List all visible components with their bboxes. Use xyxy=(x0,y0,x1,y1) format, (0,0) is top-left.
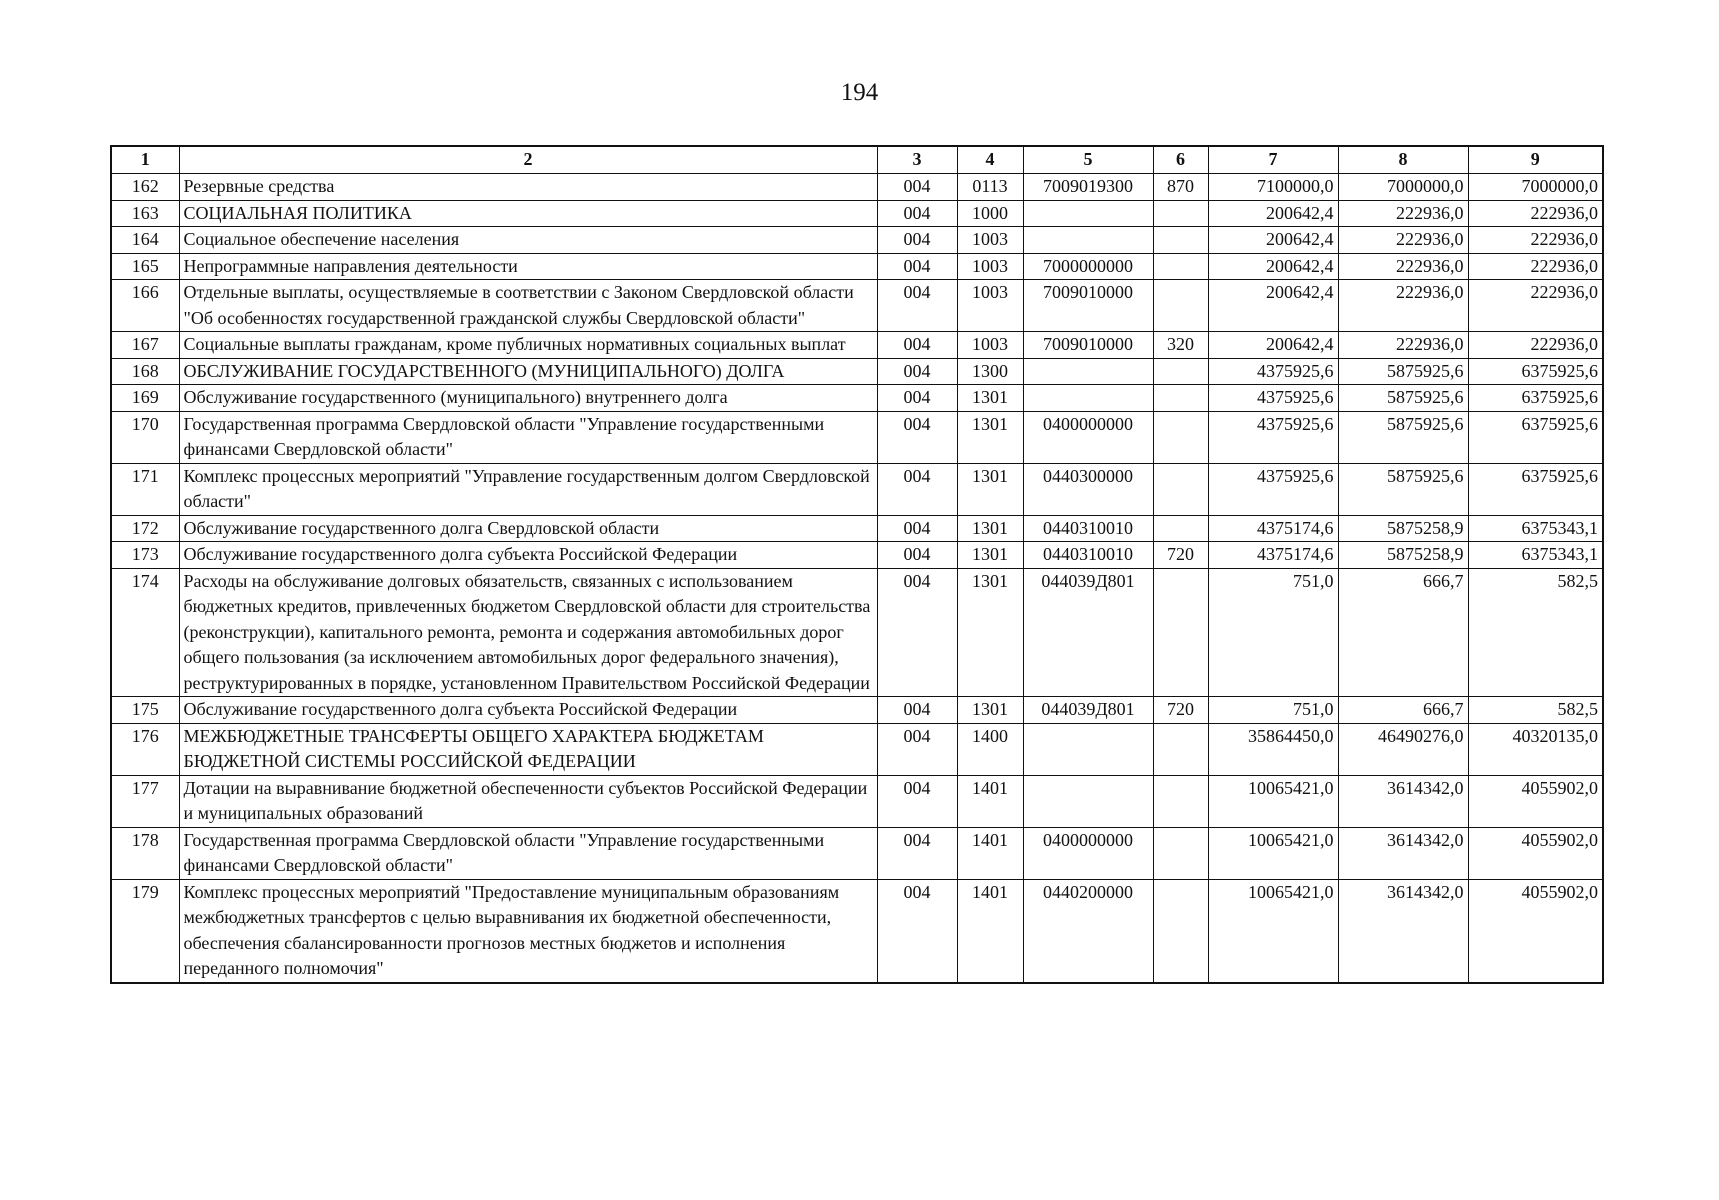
row-col6-cell xyxy=(1153,253,1208,280)
row-col3-cell: 004 xyxy=(877,253,957,280)
row-value9-cell: 40320135,0 xyxy=(1468,723,1603,775)
row-name-cell: Обслуживание государственного долга субъекта Российской Федерации xyxy=(179,542,877,569)
row-col3-cell: 004 xyxy=(877,385,957,412)
row-value7-cell: 10065421,0 xyxy=(1208,827,1338,879)
row-value9-cell: 4055902,0 xyxy=(1468,879,1603,983)
row-value7-cell: 751,0 xyxy=(1208,697,1338,724)
row-number-cell: 172 xyxy=(111,515,179,542)
row-name-cell: Социальные выплаты гражданам, кроме публичных нормативных социальных выплат xyxy=(179,332,877,359)
row-col5-cell: 7000000000 xyxy=(1023,253,1153,280)
row-value7-cell: 10065421,0 xyxy=(1208,879,1338,983)
header-cell-5: 5 xyxy=(1023,146,1153,174)
row-col4-cell: 1003 xyxy=(957,253,1023,280)
row-col6-cell xyxy=(1153,385,1208,412)
table-row xyxy=(111,775,1603,827)
row-col6-cell xyxy=(1153,200,1208,227)
row-col4-cell: 1003 xyxy=(957,280,1023,332)
header-cell-9: 9 xyxy=(1468,146,1603,174)
row-number-cell: 173 xyxy=(111,542,179,569)
table-header xyxy=(111,146,1603,174)
row-name-cell: Государственная программа Свердловской области "Управление государственными финансами Свердловской области" xyxy=(179,411,877,463)
row-col4-cell: 1000 xyxy=(957,200,1023,227)
row-col5-cell xyxy=(1023,385,1153,412)
header-row xyxy=(111,146,1603,174)
page-number: 194 xyxy=(840,79,879,106)
row-value8-cell: 3614342,0 xyxy=(1338,775,1468,827)
row-name-cell: Резервные средства xyxy=(179,174,877,201)
table-row xyxy=(111,542,1603,569)
row-col6-cell: 720 xyxy=(1153,542,1208,569)
row-col3-cell: 004 xyxy=(877,227,957,254)
row-value7-cell: 4375925,6 xyxy=(1208,463,1338,515)
row-col4-cell: 1400 xyxy=(957,723,1023,775)
row-col5-cell: 0440310010 xyxy=(1023,542,1153,569)
row-value9-cell: 4055902,0 xyxy=(1468,775,1603,827)
row-col3-cell: 004 xyxy=(877,723,957,775)
header-cell-7: 7 xyxy=(1208,146,1338,174)
row-col4-cell: 1401 xyxy=(957,879,1023,983)
table-row xyxy=(111,174,1603,201)
row-col3-cell: 004 xyxy=(877,174,957,201)
row-col5-cell: 0440310010 xyxy=(1023,515,1153,542)
row-col3-cell: 004 xyxy=(877,879,957,983)
row-col4-cell: 1301 xyxy=(957,411,1023,463)
row-number-cell: 177 xyxy=(111,775,179,827)
row-number-cell: 171 xyxy=(111,463,179,515)
row-col6-cell xyxy=(1153,879,1208,983)
row-col5-cell: 044039Д801 xyxy=(1023,697,1153,724)
row-value7-cell: 10065421,0 xyxy=(1208,775,1338,827)
header-cell-3: 3 xyxy=(877,146,957,174)
budget-table xyxy=(110,145,1604,984)
row-number-cell: 163 xyxy=(111,200,179,227)
row-value8-cell: 222936,0 xyxy=(1338,280,1468,332)
row-name-cell: Государственная программа Свердловской области "Управление государственными финансами Свердловской области" xyxy=(179,827,877,879)
row-value9-cell: 222936,0 xyxy=(1468,332,1603,359)
row-value8-cell: 5875925,6 xyxy=(1338,385,1468,412)
row-value8-cell: 666,7 xyxy=(1338,568,1468,697)
row-value9-cell: 222936,0 xyxy=(1468,227,1603,254)
row-col6-cell xyxy=(1153,723,1208,775)
table-body xyxy=(111,174,1603,983)
row-col5-cell xyxy=(1023,723,1153,775)
header-cell-8: 8 xyxy=(1338,146,1468,174)
table-row xyxy=(111,463,1603,515)
table-row xyxy=(111,227,1603,254)
row-name-cell: Социальное обеспечение населения xyxy=(179,227,877,254)
row-name-cell: Расходы на обслуживание долговых обязательств, связанных с использованием бюджетных кредитов, привлеченных бюджетом Свердловской области для строительства (реконструкции), капитального ремонта, ремонта и содержания автомобильных дорог общего пользования (за исключением автомобильных дорог федерального значения), реструктурированных в порядке, установленном Правительством Российской Федерации xyxy=(179,568,877,697)
row-value9-cell: 6375343,1 xyxy=(1468,542,1603,569)
row-col5-cell: 0400000000 xyxy=(1023,827,1153,879)
row-value7-cell: 4375925,6 xyxy=(1208,411,1338,463)
row-number-cell: 166 xyxy=(111,280,179,332)
table-row xyxy=(111,253,1603,280)
row-col6-cell xyxy=(1153,515,1208,542)
row-value8-cell: 3614342,0 xyxy=(1338,827,1468,879)
table-row xyxy=(111,385,1603,412)
row-number-cell: 178 xyxy=(111,827,179,879)
row-col3-cell: 004 xyxy=(877,200,957,227)
row-name-cell: Отдельные выплаты, осуществляемые в соответствии с Законом Свердловской области "Об особенностях государственной гражданской службы Свердловской области" xyxy=(179,280,877,332)
row-number-cell: 179 xyxy=(111,879,179,983)
row-col6-cell: 870 xyxy=(1153,174,1208,201)
row-col5-cell: 0400000000 xyxy=(1023,411,1153,463)
row-col5-cell xyxy=(1023,358,1153,385)
row-name-cell: Обслуживание государственного (муниципального) внутреннего долга xyxy=(179,385,877,412)
table-row xyxy=(111,697,1603,724)
row-value8-cell: 5875925,6 xyxy=(1338,411,1468,463)
row-value8-cell: 5875258,9 xyxy=(1338,542,1468,569)
row-value8-cell: 666,7 xyxy=(1338,697,1468,724)
row-name-cell: Дотации на выравнивание бюджетной обеспеченности субъектов Российской Федерации и муниципальных образований xyxy=(179,775,877,827)
table-row xyxy=(111,568,1603,697)
row-number-cell: 175 xyxy=(111,697,179,724)
row-col6-cell xyxy=(1153,568,1208,697)
row-name-cell: Обслуживание государственного долга Свердловской области xyxy=(179,515,877,542)
table-row xyxy=(111,358,1603,385)
table-row xyxy=(111,515,1603,542)
row-col4-cell: 1401 xyxy=(957,827,1023,879)
row-col3-cell: 004 xyxy=(877,827,957,879)
row-col4-cell: 1301 xyxy=(957,697,1023,724)
row-col4-cell: 1301 xyxy=(957,385,1023,412)
header-cell-6: 6 xyxy=(1153,146,1208,174)
row-value9-cell: 582,5 xyxy=(1468,568,1603,697)
row-value7-cell: 4375174,6 xyxy=(1208,542,1338,569)
row-col5-cell: 7009019300 xyxy=(1023,174,1153,201)
row-col5-cell: 7009010000 xyxy=(1023,280,1153,332)
row-value8-cell: 222936,0 xyxy=(1338,200,1468,227)
row-value7-cell: 200642,4 xyxy=(1208,200,1338,227)
row-value7-cell: 4375174,6 xyxy=(1208,515,1338,542)
row-value8-cell: 222936,0 xyxy=(1338,332,1468,359)
row-name-cell: МЕЖБЮДЖЕТНЫЕ ТРАНСФЕРТЫ ОБЩЕГО ХАРАКТЕРА БЮДЖЕТАМ БЮДЖЕТНОЙ СИСТЕМЫ РОССИЙСКОЙ ФЕДЕРАЦИИ xyxy=(179,723,877,775)
row-number-cell: 174 xyxy=(111,568,179,697)
row-col3-cell: 004 xyxy=(877,280,957,332)
row-col5-cell xyxy=(1023,227,1153,254)
row-col5-cell xyxy=(1023,775,1153,827)
row-col3-cell: 004 xyxy=(877,775,957,827)
row-col6-cell xyxy=(1153,227,1208,254)
row-col4-cell: 1301 xyxy=(957,542,1023,569)
table-row xyxy=(111,280,1603,332)
row-col6-cell xyxy=(1153,411,1208,463)
row-col3-cell: 004 xyxy=(877,542,957,569)
row-value9-cell: 222936,0 xyxy=(1468,200,1603,227)
row-value7-cell: 200642,4 xyxy=(1208,253,1338,280)
row-number-cell: 167 xyxy=(111,332,179,359)
row-col4-cell: 1003 xyxy=(957,227,1023,254)
row-name-cell: Комплекс процессных мероприятий "Управление государственным долгом Свердловской области" xyxy=(179,463,877,515)
row-name-cell: Обслуживание государственного долга субъекта Российской Федерации xyxy=(179,697,877,724)
row-col3-cell: 004 xyxy=(877,568,957,697)
row-col6-cell xyxy=(1153,463,1208,515)
row-col5-cell xyxy=(1023,200,1153,227)
row-col4-cell: 1300 xyxy=(957,358,1023,385)
row-name-cell: ОБСЛУЖИВАНИЕ ГОСУДАРСТВЕННОГО (МУНИЦИПАЛЬНОГО) ДОЛГА xyxy=(179,358,877,385)
row-col6-cell: 720 xyxy=(1153,697,1208,724)
row-value9-cell: 6375925,6 xyxy=(1468,385,1603,412)
row-value7-cell: 200642,4 xyxy=(1208,280,1338,332)
row-value8-cell: 5875258,9 xyxy=(1338,515,1468,542)
row-col4-cell: 1301 xyxy=(957,515,1023,542)
row-col5-cell: 0440300000 xyxy=(1023,463,1153,515)
row-value7-cell: 7100000,0 xyxy=(1208,174,1338,201)
row-value9-cell: 6375925,6 xyxy=(1468,358,1603,385)
row-col4-cell: 1003 xyxy=(957,332,1023,359)
row-value9-cell: 582,5 xyxy=(1468,697,1603,724)
row-col6-cell xyxy=(1153,358,1208,385)
row-col3-cell: 004 xyxy=(877,358,957,385)
row-value8-cell: 7000000,0 xyxy=(1338,174,1468,201)
row-col4-cell: 1401 xyxy=(957,775,1023,827)
row-col3-cell: 004 xyxy=(877,332,957,359)
row-value9-cell: 4055902,0 xyxy=(1468,827,1603,879)
table-row xyxy=(111,879,1603,983)
row-value8-cell: 222936,0 xyxy=(1338,253,1468,280)
table-row xyxy=(111,827,1603,879)
row-col6-cell: 320 xyxy=(1153,332,1208,359)
row-col6-cell xyxy=(1153,775,1208,827)
header-cell-4: 4 xyxy=(957,146,1023,174)
row-number-cell: 176 xyxy=(111,723,179,775)
row-number-cell: 165 xyxy=(111,253,179,280)
header-cell-2: 2 xyxy=(179,146,877,174)
row-value9-cell: 222936,0 xyxy=(1468,280,1603,332)
row-col4-cell: 0113 xyxy=(957,174,1023,201)
row-value9-cell: 222936,0 xyxy=(1468,253,1603,280)
row-value7-cell: 200642,4 xyxy=(1208,332,1338,359)
row-value7-cell: 4375925,6 xyxy=(1208,385,1338,412)
row-value9-cell: 7000000,0 xyxy=(1468,174,1603,201)
row-value9-cell: 6375925,6 xyxy=(1468,463,1603,515)
row-col4-cell: 1301 xyxy=(957,568,1023,697)
row-col4-cell: 1301 xyxy=(957,463,1023,515)
row-value8-cell: 3614342,0 xyxy=(1338,879,1468,983)
table-row xyxy=(111,200,1603,227)
row-col3-cell: 004 xyxy=(877,463,957,515)
row-value7-cell: 4375925,6 xyxy=(1208,358,1338,385)
table-row xyxy=(111,411,1603,463)
row-value8-cell: 46490276,0 xyxy=(1338,723,1468,775)
row-value8-cell: 222936,0 xyxy=(1338,227,1468,254)
row-value9-cell: 6375343,1 xyxy=(1468,515,1603,542)
row-name-cell: Непрограммные направления деятельности xyxy=(179,253,877,280)
row-number-cell: 164 xyxy=(111,227,179,254)
row-col3-cell: 004 xyxy=(877,697,957,724)
row-col5-cell: 044039Д801 xyxy=(1023,568,1153,697)
row-number-cell: 168 xyxy=(111,358,179,385)
row-col3-cell: 004 xyxy=(877,411,957,463)
row-name-cell: Комплекс процессных мероприятий "Предоставление муниципальным образованиям межбюджетных трансфертов с целью выравнивания их бюджетной обеспеченности, обеспечения сбалансированности прогнозов местных бюджетов и исполнения переданного полномочия" xyxy=(179,879,877,983)
row-col6-cell xyxy=(1153,280,1208,332)
row-value7-cell: 35864450,0 xyxy=(1208,723,1338,775)
row-col5-cell: 0440200000 xyxy=(1023,879,1153,983)
row-value7-cell: 200642,4 xyxy=(1208,227,1338,254)
row-value8-cell: 5875925,6 xyxy=(1338,358,1468,385)
row-col5-cell: 7009010000 xyxy=(1023,332,1153,359)
row-number-cell: 169 xyxy=(111,385,179,412)
row-number-cell: 162 xyxy=(111,174,179,201)
row-value8-cell: 5875925,6 xyxy=(1338,463,1468,515)
table-row xyxy=(111,723,1603,775)
table-row xyxy=(111,332,1603,359)
header-cell-1: 1 xyxy=(111,146,179,174)
row-name-cell: СОЦИАЛЬНАЯ ПОЛИТИКА xyxy=(179,200,877,227)
row-value7-cell: 751,0 xyxy=(1208,568,1338,697)
row-col6-cell xyxy=(1153,827,1208,879)
row-number-cell: 170 xyxy=(111,411,179,463)
row-value9-cell: 6375925,6 xyxy=(1468,411,1603,463)
row-col3-cell: 004 xyxy=(877,515,957,542)
